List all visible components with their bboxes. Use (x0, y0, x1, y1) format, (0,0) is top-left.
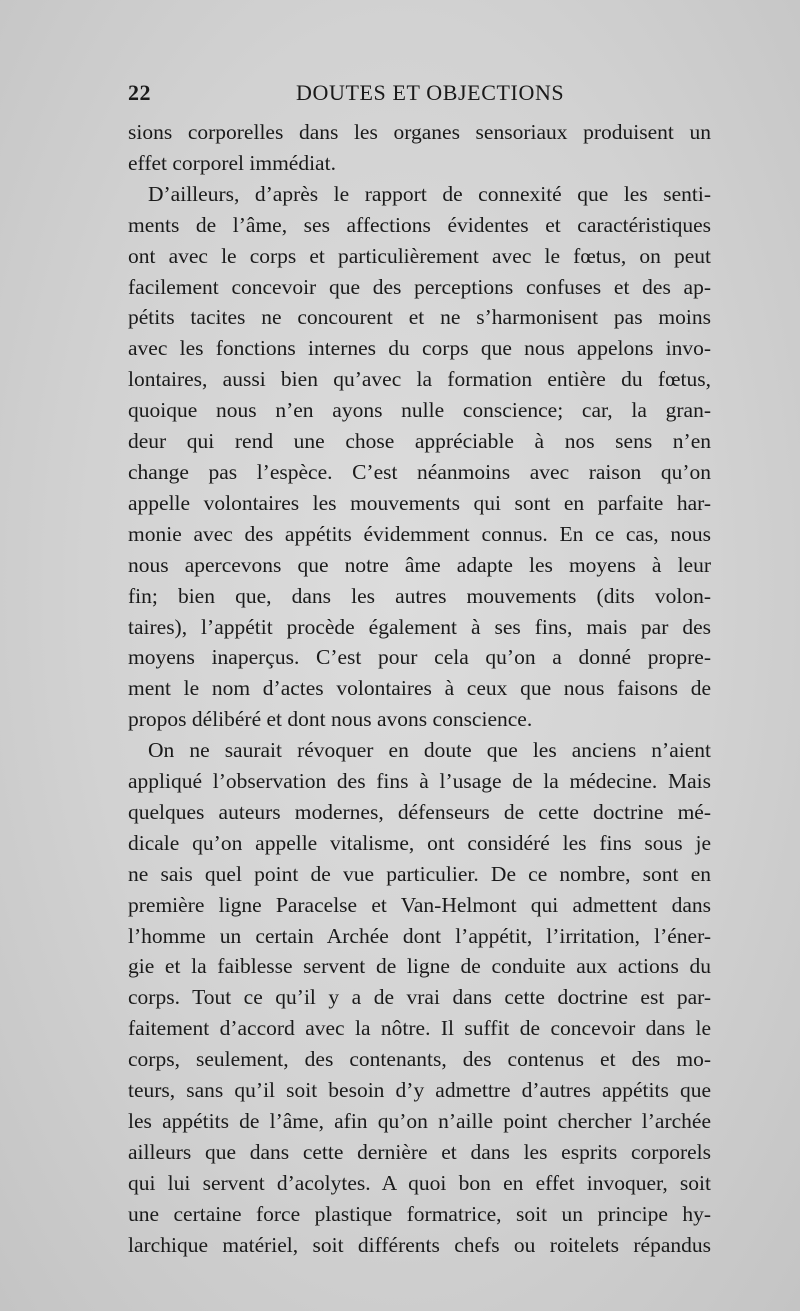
text-line: larchique matériel, soit différents chefs ou roitelets répandus (128, 1232, 711, 1257)
text-line: monie avec des appétits évidemment connus. En ce cas, nous (128, 521, 711, 546)
text-line: pétits tacites ne concourent et ne s’harmonisent pas moins (128, 305, 711, 330)
page-header (128, 80, 711, 114)
text-line: une certaine force plastique formatrice, soit un principe hy- (128, 1201, 711, 1226)
text-line: propos délibéré et dont nous avons conscience. (128, 707, 533, 732)
body-text (128, 117, 711, 1261)
text-line: corps, seulement, des contenants, des contenus et des mo- (128, 1047, 711, 1072)
text-line: ailleurs que dans cette dernière et dans les esprits corporels (128, 1139, 711, 1164)
text-line: D’ailleurs, d’après le rapport de connexité que les senti- (148, 181, 711, 206)
text-line: ne sais quel point de vue particulier. De ce nombre, sont en (128, 861, 711, 886)
running-title: DOUTES ET OBJECTIONS (296, 80, 565, 105)
text-line: taires), l’appétit procède également à ses fins, mais par des (128, 614, 711, 639)
text-line: avec les fonctions internes du corps que nous appelons invo- (128, 336, 711, 361)
text-line: ments de l’âme, ses affections évidentes et caractéristiques (128, 212, 711, 237)
text-line: moyens inaperçus. C’est pour cela qu’on a donné propre- (128, 645, 711, 670)
text-line: l’homme un certain Archée dont l’appétit, l’irritation, l’éner- (128, 923, 711, 948)
text-line: première ligne Paracelse et Van-Helmont qui admettent dans (128, 892, 711, 917)
page-number: 22 (128, 80, 151, 105)
text-line: change pas l’espèce. C’est néanmoins avec raison qu’on (128, 459, 711, 484)
text-line: quoique nous n’en ayons nulle conscience; car, la gran- (128, 398, 711, 423)
text-line: quelques auteurs modernes, défenseurs de cette doctrine mé- (128, 799, 711, 824)
text-line: appliqué l’observation des fins à l’usage de la médecine. Mais (128, 769, 711, 794)
text-line: fin; bien que, dans les autres mouvements (dits volon- (128, 583, 711, 608)
text-line: corps. Tout ce qu’il y a de vrai dans cette doctrine est par- (128, 985, 711, 1010)
text-line: deur qui rend une chose appréciable à nos sens n’en (128, 429, 711, 454)
text-line: qui lui servent d’acolytes. A quoi bon en effet invoquer, soit (128, 1170, 711, 1195)
text-line: nous apercevons que notre âme adapte les moyens à leur (128, 552, 711, 577)
text-line: dicale qu’on appelle vitalisme, ont considéré les fins sous je (128, 830, 711, 855)
text-line: On ne saurait révoquer en doute que les anciens n’aient (148, 738, 711, 763)
text-line: effet corporel immédiat. (128, 150, 336, 175)
text-line: lontaires, aussi bien qu’avec la formation entière du fœtus, (128, 367, 711, 392)
text-line: teurs, sans qu’il soit besoin d’y admettre d’autres appétits que (128, 1078, 711, 1103)
text-line: faitement d’accord avec la nôtre. Il suffit de concevoir dans le (128, 1016, 711, 1041)
text-line: sions corporelles dans les organes sensoriaux produisent un (128, 120, 711, 144)
text-line: ont avec le corps et particulièrement avec le fœtus, on peut (128, 243, 711, 268)
text-line: facilement concevoir que des perceptions confuses et des ap- (128, 274, 711, 299)
text-line: appelle volontaires les mouvements qui sont en parfaite har- (128, 490, 711, 515)
text-line: les appétits de l’âme, afin qu’on n’aille point chercher l’archée (128, 1109, 711, 1133)
text-line: gie et la faiblesse servent de ligne de conduite aux actions du (128, 954, 711, 979)
text-line: ment le nom d’actes volontaires à ceux que nous faisons de (128, 676, 711, 701)
